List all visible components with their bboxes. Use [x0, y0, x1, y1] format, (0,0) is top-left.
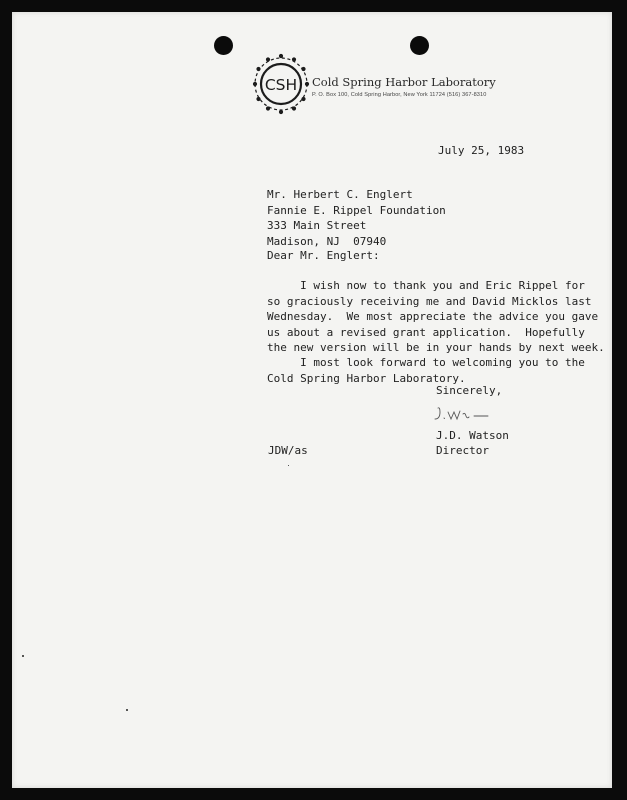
recipient-line: Mr. Herbert C. Englert	[267, 188, 413, 201]
paper-speck	[126, 709, 128, 711]
body-line: so graciously receiving me and David Micklos last	[267, 294, 592, 308]
letter-page	[12, 12, 612, 788]
body-paragraph-2	[267, 355, 585, 386]
recipient-address	[267, 187, 446, 249]
recipient-line: Fannie E. Rippel Foundation	[267, 203, 446, 217]
body-line: Cold Spring Harbor Laboratory.	[267, 371, 466, 385]
body-line: us about a revised grant application. Hopefully	[267, 325, 585, 339]
logo-text: CSH	[264, 76, 298, 94]
punch-hole-right	[410, 36, 429, 55]
letter-date: July 25, 1983	[438, 144, 525, 157]
recipient-line: Madison, NJ 07940	[267, 234, 387, 248]
body-line: Wednesday. We most appreciate the advice you gave	[267, 310, 599, 323]
paper-speck	[22, 655, 24, 657]
body-line: the new version will be in your hands by next week.	[267, 341, 605, 354]
reference-initials: JDW/as	[268, 444, 308, 457]
paper-speck	[288, 465, 289, 466]
body-paragraph-1	[267, 278, 605, 356]
body-line: I wish now to thank you and Eric Rippel for	[267, 279, 585, 292]
punch-hole-left	[214, 36, 233, 55]
signature-icon	[430, 402, 510, 426]
salutation: Dear Mr. Englert:	[267, 249, 380, 262]
body-line: I most look forward to welcoming you to the	[267, 356, 585, 369]
signer-name: J.D. Watson	[436, 429, 509, 442]
csh-logo-icon	[250, 49, 312, 119]
recipient-line: 333 Main Street	[267, 219, 367, 232]
organization-name: Cold Spring Harbor Laboratory	[312, 75, 496, 89]
organization-address: P. O. Box 100, Cold Spring Harbor, New York 11724 (516) 367-8310	[312, 92, 487, 98]
closing: Sincerely,	[436, 384, 503, 397]
signer-title: Director	[436, 444, 489, 457]
